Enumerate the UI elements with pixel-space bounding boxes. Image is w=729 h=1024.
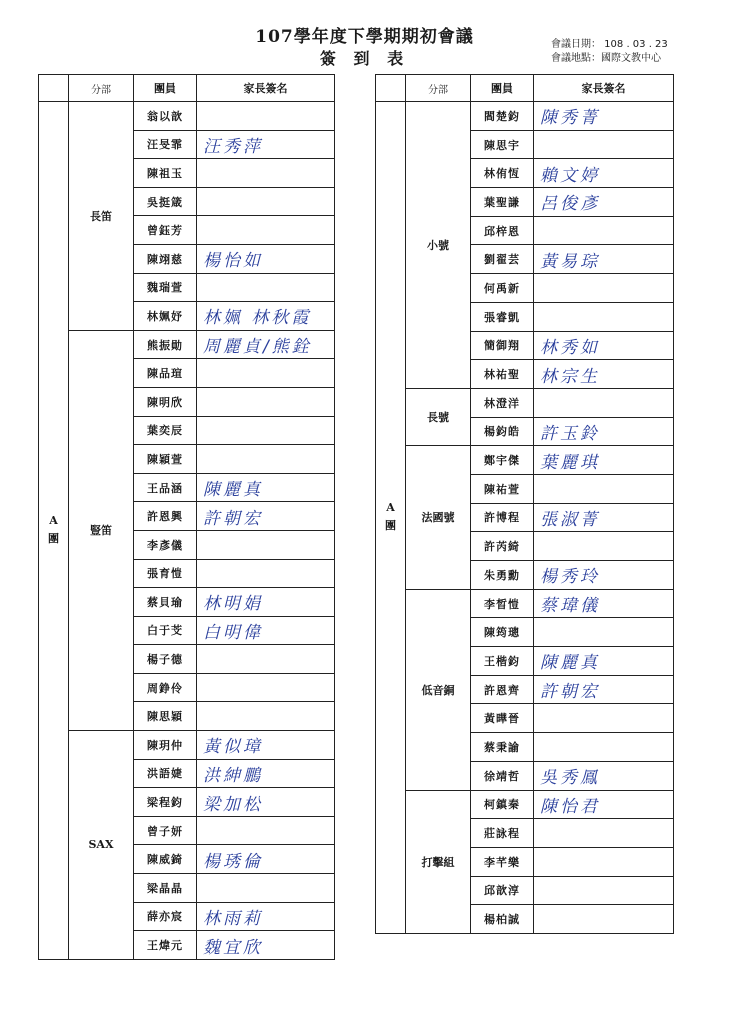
- left-signin-table: [38, 74, 335, 960]
- member-name: 何禹新: [471, 274, 534, 303]
- signature-header: 家長簽名: [197, 75, 335, 102]
- parent-signature-cell: 蔡瑋儀: [534, 589, 674, 618]
- parent-signature-cell: 梁加松: [197, 788, 335, 817]
- header-row: [39, 75, 335, 102]
- parent-signature-cell: [534, 704, 674, 733]
- member-name: 汪旻霏: [134, 130, 197, 159]
- parent-signature-cell: [197, 216, 335, 245]
- member-name: 楊子德: [134, 645, 197, 674]
- parent-signature-cell: 許朝宏: [534, 675, 674, 704]
- parent-signature-cell: 吳秀鳳: [534, 761, 674, 790]
- parent-signature-cell: [534, 474, 674, 503]
- member-name: 林祐聖: [471, 360, 534, 389]
- parent-signature-cell: 楊怡如: [197, 244, 335, 273]
- section-label: SAX: [69, 731, 134, 960]
- parent-signature-cell: [197, 416, 335, 445]
- member-name: 李彥儀: [134, 530, 197, 559]
- member-name: 許博程: [471, 503, 534, 532]
- parent-signature-cell: [197, 187, 335, 216]
- member-name: 林澄洋: [471, 388, 534, 417]
- member-name: 曾鈺芳: [134, 216, 197, 245]
- parent-signature-cell: 張淑菁: [534, 503, 674, 532]
- parent-signature-cell: [197, 387, 335, 416]
- parent-signature-cell: [534, 302, 674, 331]
- member-name: 楊柏誠: [471, 905, 534, 934]
- member-name: 蔡貝瑜: [134, 588, 197, 617]
- parent-signature-cell: 林明娟: [197, 588, 335, 617]
- parent-signature-cell: 林雨莉: [197, 902, 335, 931]
- parent-signature-cell: 呂俊彥: [534, 188, 674, 217]
- member-name: 李晳愷: [471, 589, 534, 618]
- member-name: 黃曄晉: [471, 704, 534, 733]
- parent-signature-cell: [197, 702, 335, 731]
- parent-signature-cell: [197, 359, 335, 388]
- member-name: 林侑恆: [471, 159, 534, 188]
- parent-signature-cell: 陳秀菁: [534, 102, 674, 131]
- member-name: 莊詠程: [471, 819, 534, 848]
- member-name: 吳挺箴: [134, 187, 197, 216]
- member-name: 陳明欣: [134, 387, 197, 416]
- meeting-place: 會議地點：國際文教中心: [551, 53, 661, 64]
- table-row: [376, 446, 674, 475]
- parent-signature-cell: 賴文婷: [534, 159, 674, 188]
- table-row: [376, 388, 674, 417]
- section-label: 法國號: [406, 446, 471, 589]
- parent-signature-cell: 陳怡君: [534, 790, 674, 819]
- parent-signature-cell: 林姵 林秋霞: [197, 302, 335, 331]
- member-name: 周錚伶: [134, 673, 197, 702]
- member-name: 王煒元: [134, 931, 197, 960]
- parent-signature-cell: 葉麗琪: [534, 446, 674, 475]
- parent-signature-cell: 魏宜欣: [197, 931, 335, 960]
- table-row: [39, 102, 335, 131]
- member-name: 林姵妤: [134, 302, 197, 331]
- member-name: 曾子妍: [134, 816, 197, 845]
- member-name: 許恩興: [134, 502, 197, 531]
- member-name: 梁程鈞: [134, 788, 197, 817]
- table-row: [376, 102, 674, 131]
- parent-signature-cell: [197, 559, 335, 588]
- member-name: 朱勇勳: [471, 561, 534, 590]
- meeting-date: 會議日期： 108 . 03 . 23: [551, 39, 668, 50]
- section-label: 豎笛: [69, 330, 134, 730]
- parent-signature-cell: [534, 876, 674, 905]
- member-name: 邱梓恩: [471, 216, 534, 245]
- member-name: 許恩齊: [471, 675, 534, 704]
- table-row: [376, 589, 674, 618]
- parent-signature-cell: [197, 816, 335, 845]
- member-name: 陳祖玉: [134, 159, 197, 188]
- parent-signature-cell: [197, 445, 335, 474]
- section-label: 小號: [406, 102, 471, 389]
- parent-signature-cell: 楊琇倫: [197, 845, 335, 874]
- parent-signature-cell: 許朝宏: [197, 502, 335, 531]
- sheet-subtitle: 簽 到 表: [319, 49, 410, 68]
- group-label: A 團: [39, 102, 69, 960]
- member-name: 陳翊慈: [134, 244, 197, 273]
- signature-header: 家長簽名: [534, 75, 674, 102]
- parent-signature-cell: [534, 274, 674, 303]
- group-label: A 團: [376, 102, 406, 934]
- parent-signature-cell: 黃似璋: [197, 731, 335, 760]
- member-name: 陳筠璁: [471, 618, 534, 647]
- parent-signature-cell: 林秀如: [534, 331, 674, 360]
- parent-signature-cell: [197, 273, 335, 302]
- member-name: 陳穎萱: [134, 445, 197, 474]
- member-name: 梁晶晶: [134, 874, 197, 903]
- parent-signature-cell: 許玉鈴: [534, 417, 674, 446]
- member-name: 劉翟芸: [471, 245, 534, 274]
- member-name: 楊鈞皓: [471, 417, 534, 446]
- section-label: 低音銅: [406, 589, 471, 790]
- parent-signature-cell: [197, 159, 335, 188]
- parent-signature-cell: [197, 645, 335, 674]
- parent-signature-cell: [534, 819, 674, 848]
- member-name: 張育愷: [134, 559, 197, 588]
- parent-signature-cell: [197, 530, 335, 559]
- member-name: 葉奕辰: [134, 416, 197, 445]
- parent-signature-cell: [534, 847, 674, 876]
- member-name: 閻楚鈞: [471, 102, 534, 131]
- section-header: 分部: [69, 75, 134, 102]
- parent-signature-cell: 陳麗真: [534, 647, 674, 676]
- parent-signature-cell: [534, 130, 674, 159]
- parent-signature-cell: [534, 216, 674, 245]
- member-name: 洪語婕: [134, 759, 197, 788]
- parent-signature-cell: [534, 532, 674, 561]
- table-row: [39, 330, 335, 359]
- member-name: 陳思穎: [134, 702, 197, 731]
- member-name: 鄭宇傑: [471, 446, 534, 475]
- member-name: 徐靖哲: [471, 761, 534, 790]
- parent-signature-cell: [197, 102, 335, 131]
- parent-signature-cell: [197, 673, 335, 702]
- table-row: [39, 731, 335, 760]
- member-name: 邱歆淳: [471, 876, 534, 905]
- member-name: 葉聖謙: [471, 188, 534, 217]
- member-name: 張睿凱: [471, 302, 534, 331]
- member-name: 蔡秉諭: [471, 733, 534, 762]
- parent-signature-cell: [197, 874, 335, 903]
- member-name: 陳威錡: [134, 845, 197, 874]
- member-name: 陳玥仲: [134, 731, 197, 760]
- parent-signature-cell: 楊秀玲: [534, 561, 674, 590]
- member-name: 翁以歆: [134, 102, 197, 131]
- section-header: 分部: [406, 75, 471, 102]
- group-header-cell: [39, 75, 69, 102]
- table-row: [376, 790, 674, 819]
- parent-signature-cell: 黃易琮: [534, 245, 674, 274]
- section-label: 打擊組: [406, 790, 471, 933]
- parent-signature-cell: 白明偉: [197, 616, 335, 645]
- parent-signature-cell: 汪秀萍: [197, 130, 335, 159]
- member-name: 白于芠: [134, 616, 197, 645]
- member-name: 陳品瑄: [134, 359, 197, 388]
- parent-signature-cell: 洪紳鵬: [197, 759, 335, 788]
- member-name: 魏瑞萱: [134, 273, 197, 302]
- section-label: 長笛: [69, 102, 134, 331]
- parent-signature-cell: 陳麗真: [197, 473, 335, 502]
- group-header-cell: [376, 75, 406, 102]
- member-name: 陳思宇: [471, 130, 534, 159]
- parent-signature-cell: [534, 618, 674, 647]
- section-label: 長號: [406, 388, 471, 445]
- parent-signature-cell: [534, 733, 674, 762]
- member-header: 團員: [134, 75, 197, 102]
- parent-signature-cell: 林宗生: [534, 360, 674, 389]
- member-name: 王品涵: [134, 473, 197, 502]
- member-name: 熊振勛: [134, 330, 197, 359]
- parent-signature-cell: [534, 905, 674, 934]
- sheet-title: 107學年度下學期期初會議: [255, 27, 474, 47]
- parent-signature-cell: 周麗貞/熊銓: [197, 330, 335, 359]
- member-name: 簡御翔: [471, 331, 534, 360]
- member-name: 李芊樂: [471, 847, 534, 876]
- member-name: 王楷鈞: [471, 647, 534, 676]
- parent-signature-cell: [534, 388, 674, 417]
- member-name: 薛亦宸: [134, 902, 197, 931]
- member-name: 柯鎮秦: [471, 790, 534, 819]
- member-name: 陳祐萱: [471, 474, 534, 503]
- member-header: 團員: [471, 75, 534, 102]
- header-row: [376, 75, 674, 102]
- member-name: 許芮綺: [471, 532, 534, 561]
- right-signin-table: [375, 74, 674, 934]
